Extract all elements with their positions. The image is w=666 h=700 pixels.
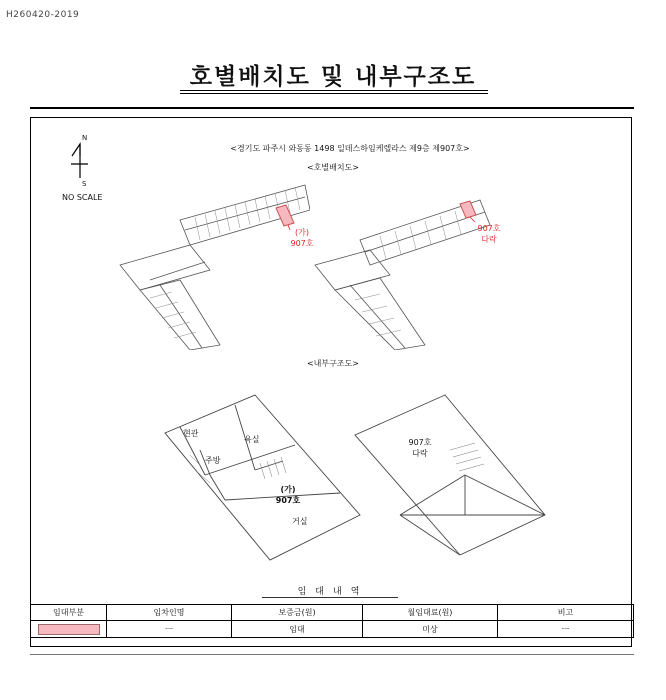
layout-section-title: <호별배치도> [306, 163, 360, 172]
bottom-rule [30, 654, 634, 655]
table-header-row [31, 605, 634, 621]
table-header-cell: 임대부분 [31, 605, 107, 621]
north-label: N [82, 134, 88, 142]
table-cell: 임대 [232, 621, 363, 638]
room-label-attic [400, 437, 440, 459]
table-header-cell: 월임대료(원) [363, 605, 498, 621]
table-row [31, 621, 634, 638]
plan-label-left-line2: 907호 [290, 239, 314, 248]
table-cell: 미상 [363, 621, 498, 638]
highlight-swatch [38, 624, 100, 635]
south-label: S [82, 180, 87, 188]
lease-status-table [30, 604, 634, 638]
title-underline [180, 90, 488, 91]
plan-label-right [464, 223, 514, 245]
title-underline-second [180, 93, 488, 94]
table-header-cell: 비고 [498, 605, 634, 621]
room-attic-line1: 907호 [408, 438, 432, 447]
table-header-cell: 보증금(원) [232, 605, 363, 621]
room-attic-line2: 다락 [412, 449, 428, 458]
table-cell: ㅡ [498, 621, 634, 638]
room-unit-line2: 907호 [275, 496, 301, 505]
scale-note: NO SCALE [62, 193, 103, 202]
floor-layout-plan-right [310, 170, 520, 350]
plan-label-left [282, 227, 322, 249]
interior-section-title: <내부구조도> [306, 359, 360, 368]
document-code: H260420-2019 [6, 10, 80, 20]
plan-label-right-line2: 다락 [481, 235, 497, 244]
lease-status-heading: 임대내역 [297, 587, 369, 597]
plan-label-right-line1: 907호 [477, 224, 501, 233]
lease-status-underline [262, 597, 398, 598]
room-label-entry: 현관 [183, 429, 199, 438]
interior-plan-right [335, 375, 560, 565]
table-cell: ㅡ [107, 621, 232, 638]
page-title: 호별배치도 및 내부구조도 [189, 64, 477, 90]
plan-label-left-line1: (가) [295, 228, 309, 237]
room-label-bath: 욕실 [244, 435, 260, 444]
room-label-unit [270, 484, 306, 506]
room-unit-line1: (가) [280, 485, 296, 494]
table-cell-lease-part [31, 621, 107, 638]
floor-layout-plan-left [110, 170, 310, 350]
room-label-kitchen: 주방 [205, 456, 221, 465]
top-rule [30, 107, 634, 109]
table-header-cell: 임차인명 [107, 605, 232, 621]
room-label-living: 거실 [292, 517, 308, 526]
address-caption: <경기도 파주시 와동동 1498 일데스하임케렐라스 제9층 제907호> [230, 144, 470, 153]
